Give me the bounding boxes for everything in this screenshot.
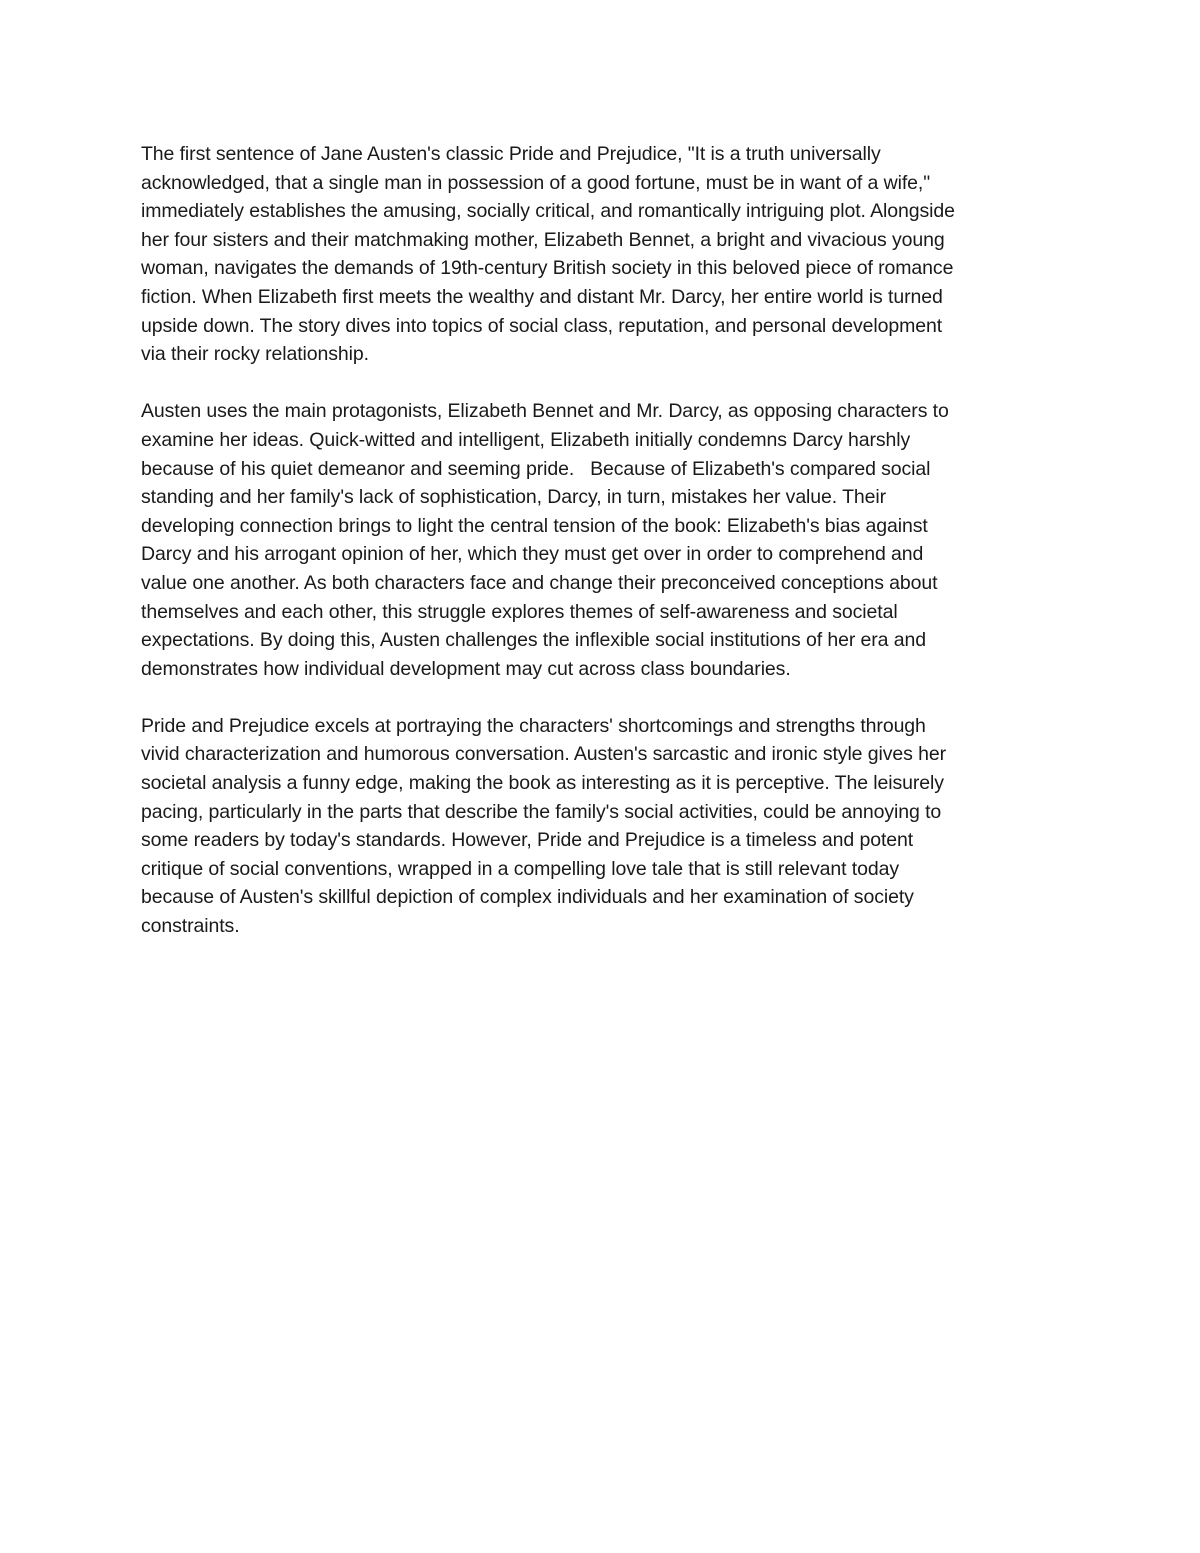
text-line: societal analysis a funny edge, making the book as interesting as it is perceptive. The leisurely (141, 772, 944, 795)
text-line: Pride and Prejudice excels at portraying the characters' shortcomings and strengths through (141, 714, 926, 737)
text-line: pacing, particularly in the parts that describe the family's social activities, could be annoying to (141, 800, 942, 823)
text-line: via their rocky relationship. (141, 343, 369, 366)
text-line: some readers by today's standards. However, Pride and Prejudice is a timeless and potent (141, 829, 914, 852)
text-line: critique of social conventions, wrapped in a compelling love tale that is still relevant today (141, 857, 900, 880)
text-line: because of Austen's skillful depiction of complex individuals and her examination of society (141, 886, 914, 909)
text-line: themselves and each other, this struggle explores themes of self-awareness and societal (141, 600, 898, 623)
text-line: constraints. (141, 915, 240, 938)
text-line: Austen uses the main protagonists, Elizabeth Bennet and Mr. Darcy, as opposing characters to (141, 400, 949, 423)
text-line: upside down. The story dives into topics of social class, reputation, and personal development (141, 314, 943, 337)
text-line: developing connection brings to light the central tension of the book: Elizabeth's bias against (141, 514, 928, 537)
text-line: vivid characterization and humorous conversation. Austen's sarcastic and ironic style gives her (141, 743, 946, 766)
text-line: examine her ideas. Quick-witted and intelligent, Elizabeth initially condemns Darcy harshly (141, 428, 911, 451)
text-line: because of his quiet demeanor and seeming pride. Because of Elizabeth's compared social (141, 457, 931, 480)
text-line: expectations. By doing this, Austen challenges the inflexible social institutions of her era and (141, 629, 926, 652)
text-line: The first sentence of Jane Austen's classic Pride and Prejudice, "It is a truth universally (141, 143, 881, 165)
text-line: Darcy and his arrogant opinion of her, which they must get over in order to comprehend and (141, 543, 924, 566)
text-line: value one another. As both characters face and change their preconceived conceptions about (141, 571, 938, 594)
text-line: immediately establishes the amusing, socially critical, and romantically intriguing plot. Alongside (141, 200, 955, 223)
paragraph-2 (141, 397, 1059, 683)
text-line: standing and her family's lack of sophistication, Darcy, in turn, mistakes her value. Their (141, 486, 886, 509)
paragraph-1 (141, 140, 1059, 369)
text-line: fiction. When Elizabeth first meets the wealthy and distant Mr. Darcy, her entire world is turned (141, 285, 943, 308)
text-line: demonstrates how individual development may cut across class boundaries. (141, 657, 791, 680)
text-line: acknowledged, that a single man in possession of a good fortune, must be in want of a wife," (141, 171, 931, 194)
document-body (141, 140, 1059, 969)
paragraph-3 (141, 712, 1059, 941)
text-line: her four sisters and their matchmaking mother, Elizabeth Bennet, a bright and vivacious young (141, 228, 945, 251)
text-line: woman, navigates the demands of 19th-century British society in this beloved piece of romance (141, 257, 954, 280)
